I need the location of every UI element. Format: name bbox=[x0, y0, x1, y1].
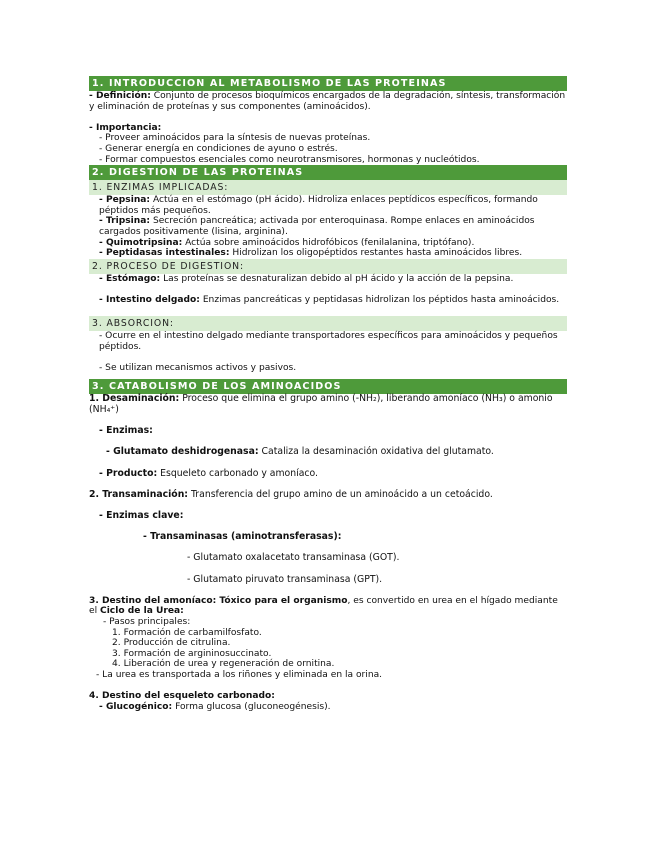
importance-item: - Proveer aminoácidos para la síntesis de nuevas proteínas. bbox=[99, 133, 371, 144]
subheader-enzymes: 1. ENZIMAS IMPLICADAS: bbox=[89, 180, 567, 195]
transaminases-label: - Transaminasas (aminotransferasas): bbox=[143, 531, 342, 543]
key-enzymes-label: - Enzimas clave: bbox=[99, 510, 184, 521]
deamination-paragraph: 1. Desaminación: Proceso que elimina el grupo amino (-NH₂), liberando amoníaco (NH₃) o amonio (NH₄⁺) bbox=[89, 393, 553, 416]
ammonia-paragraph: 3. Destino del amoníaco: Tóxico para el organismo, es convertido en urea en el hígado mediante el Ciclo de la Urea: bbox=[89, 595, 558, 617]
glutamate-dehydrogenase-item: - Glutamato deshidrogenasa: Cataliza la desaminación oxidativa del glutamato. bbox=[106, 446, 494, 458]
absorption-item: - Ocurre en el intestino delgado mediante transportadores específicos para aminoácidos y pequeños péptidos. bbox=[99, 331, 558, 352]
absorption-item: - Se utilizan mecanismos activos y pasivos. bbox=[99, 362, 297, 373]
subheader-process: 2. PROCESO DE DIGESTION: bbox=[89, 259, 567, 274]
importance-item: - Formar compuestos esenciales como neurotransmisores, hormonas y nucleótidos. bbox=[99, 154, 480, 165]
subheader-absorption: 3. ABSORCION: bbox=[89, 316, 567, 331]
importance-label: - Importancia: bbox=[89, 122, 162, 133]
step-item: 2. Producción de citrulina. bbox=[112, 638, 231, 649]
step-item: 1. Formación de carbamilfosfato. bbox=[112, 627, 262, 638]
enzyme-item: - Tripsina: Secreción pancreática; activada por enteroquinasa. Rompe enlaces en aminoácidos cargados positivamente (lisina, arginina). bbox=[99, 216, 535, 237]
enzyme-item: - Quimotripsina: Actúa sobre aminoácidos hidrofóbicos (fenilalanina, triptófano). bbox=[99, 237, 475, 248]
section-header-catabolism: 3. CATABOLISMO DE LOS AMINOACIDOS bbox=[89, 379, 567, 394]
glucogenic-item: - Glucogénico: Forma glucosa (gluconeogénesis). bbox=[99, 701, 331, 712]
importance-item: - Generar energía en condiciones de ayuno o estrés. bbox=[99, 143, 338, 154]
section-header-intro: 1. INTRODUCCION AL METABOLISMO DE LAS PROTEINAS bbox=[89, 76, 567, 91]
product-item: - Producto: Esqueleto carbonado y amoníaco. bbox=[99, 467, 319, 479]
definition-label: - Definición: bbox=[89, 91, 151, 101]
got-item: - Glutamato oxalacetato transaminasa (GOT). bbox=[187, 552, 400, 564]
enzyme-item: - Peptidasas intestinales: Hidrolizan los oligopéptidos restantes hasta aminoácidos libres. bbox=[99, 248, 523, 259]
document-page bbox=[89, 76, 567, 712]
gpt-item: - Glutamato piruvato transaminasa (GPT). bbox=[187, 573, 383, 585]
process-item: - Intestino delgado: Enzimas pancreáticas y peptidasas hidrolizan los péptidos hasta aminoácidos. bbox=[99, 294, 560, 305]
enzymes-label: - Enzimas: bbox=[99, 425, 153, 437]
definition-text: Conjunto de procesos bioquímicos encargados de la degradación, síntesis, transformación y eliminación de proteínas y sus componentes (aminoácidos). bbox=[89, 91, 566, 112]
process-item: - Estómago: Las proteínas se desnaturalizan debido al pH ácido y la acción de la pepsina. bbox=[99, 273, 514, 284]
enzyme-item: - Pepsina: Actúa en el estómago (pH ácido). Hidroliza enlaces peptídicos específicos, formando péptidos más pequeños. bbox=[99, 195, 538, 216]
urea-item: - La urea es transportada a los riñones y eliminada en la orina. bbox=[96, 669, 383, 680]
carbon-skeleton-label: 4. Destino del esqueleto carbonado: bbox=[89, 691, 275, 702]
step-item: 3. Formación de argininosuccinato. bbox=[112, 648, 272, 659]
definition-paragraph bbox=[89, 91, 567, 112]
section-header-digestion: 2. DIGESTION DE LAS PROTEINAS bbox=[89, 165, 567, 180]
steps-label: - Pasos principales: bbox=[103, 616, 191, 627]
step-item: 4. Liberación de urea y regeneración de ornitina. bbox=[112, 659, 335, 670]
transamination-paragraph: 2. Transaminación: Transferencia del grupo amino de un aminoácido a un cetoácido. bbox=[89, 488, 493, 500]
